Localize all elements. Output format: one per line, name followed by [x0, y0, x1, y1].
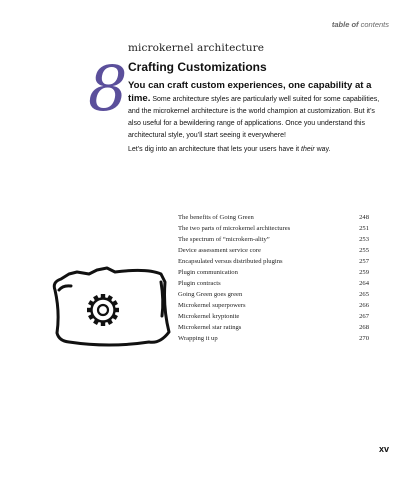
toc-entry[interactable]: [178, 333, 369, 344]
page-number: xv: [378, 444, 389, 454]
toc-entry-title: Going Green goes green: [178, 291, 243, 298]
intro2-after: way.: [316, 146, 331, 153]
toc-entry[interactable]: [178, 212, 369, 223]
toc-entry-title: Wrapping it up: [178, 335, 218, 342]
toc-entry-page: 257: [359, 258, 369, 265]
toc-entry-page: 266: [359, 302, 369, 309]
chapter-subtitle: microkernel architecture: [128, 42, 265, 54]
toc-entry-title: Microkernel kryptonite: [178, 313, 240, 320]
toc-entry[interactable]: [178, 322, 369, 333]
toc-entry-title: Encapsulated versus distributed plugins: [178, 258, 283, 265]
toc-entry-page: 265: [359, 291, 369, 298]
intro2-before: Let’s dig into an architecture that lets your users have it: [128, 146, 300, 153]
toc-entry-page: 270: [359, 335, 369, 342]
chapter-intro: [128, 80, 380, 142]
toc-entry-title: Plugin communication: [178, 269, 238, 276]
chapter-title: Crafting Customizations: [128, 60, 267, 74]
toc-entry[interactable]: [178, 289, 369, 300]
toc-entry-page: 259: [359, 269, 369, 276]
section-header-label: [332, 20, 389, 29]
toc-entry-page: 253: [359, 236, 369, 243]
toc-entry[interactable]: [178, 245, 369, 256]
toc-entry[interactable]: [178, 267, 369, 278]
intro2-emphasis: their: [301, 146, 315, 153]
intro-lead: You can craft custom experiences, one capability at a time.: [128, 80, 372, 104]
gear-case-icon: [49, 262, 179, 352]
toc-entry-title: Device assessment service core: [178, 247, 261, 254]
toc-entry-title: Microkernel star ratings: [178, 324, 242, 331]
toc-entry[interactable]: [178, 300, 369, 311]
toc-entry-title: Microkernel superpowers: [178, 302, 246, 309]
toc-entry-page: 248: [359, 214, 369, 221]
toc-entry-page: 268: [359, 324, 369, 331]
toc-entry[interactable]: [178, 311, 369, 322]
header-label-suffix: contents: [360, 20, 389, 29]
toc-entry-page: 255: [359, 247, 369, 254]
toc-entry-title: Plugin contracts: [178, 280, 221, 287]
toc-entry-page: 251: [359, 225, 369, 232]
toc-entry[interactable]: [178, 223, 369, 234]
table-of-contents-list: [178, 212, 369, 344]
toc-entry-title: The spectrum of “microkern-ality”: [178, 236, 270, 243]
toc-entry[interactable]: [178, 278, 369, 289]
toc-entry-title: The two parts of microkernel architectures: [178, 225, 291, 232]
toc-entry-page: 267: [359, 313, 369, 320]
toc-entry[interactable]: [178, 234, 369, 245]
toc-entry[interactable]: [178, 256, 369, 267]
header-label-prefix: table of: [331, 20, 359, 29]
toc-entry-page: 264: [359, 280, 369, 287]
chapter-intro-secondary: [128, 145, 380, 155]
toc-entry-title: The benefits of Going Green: [178, 214, 254, 221]
chapter-number: 8: [88, 52, 128, 125]
intro-body: Some architecture styles are particularly well suited for some capabilities, and the microkernel architecture is the world champion at customization. But it’s also useful for a bewildering range of applications. Once you understand this architectural style, you’ll start seeing it everywhere!: [128, 96, 380, 139]
